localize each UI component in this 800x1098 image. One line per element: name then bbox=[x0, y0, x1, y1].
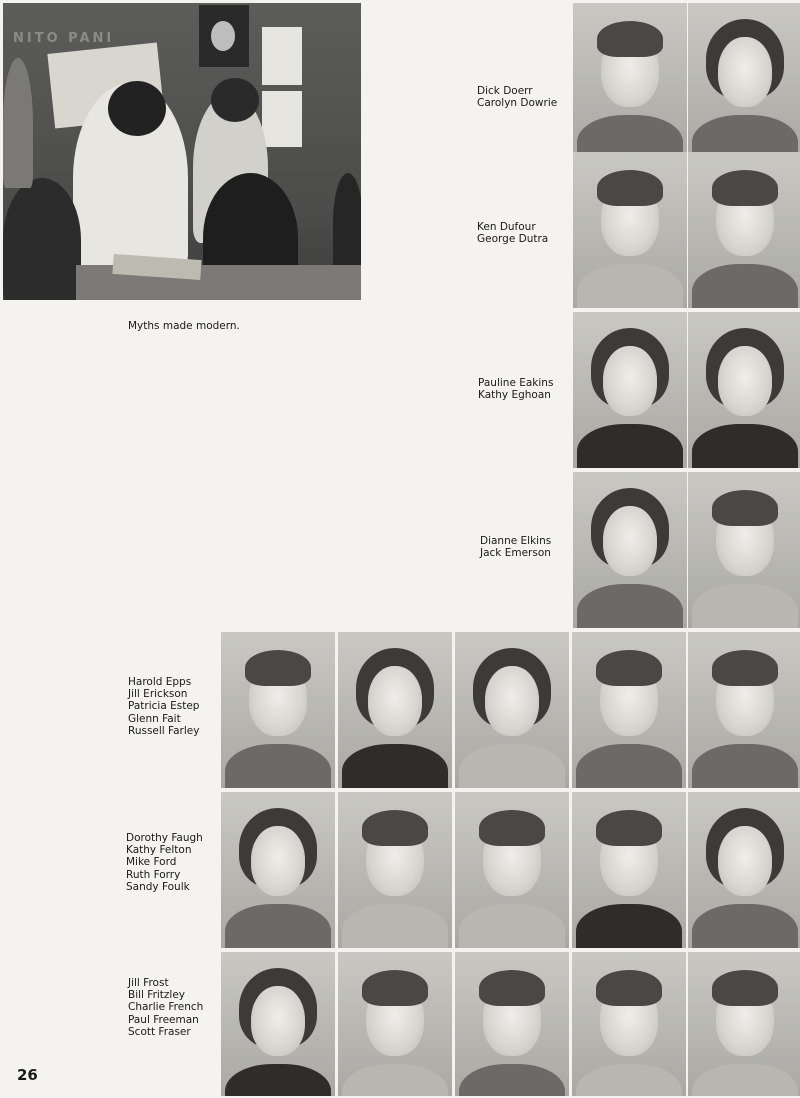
student-name: Harold Epps bbox=[128, 676, 192, 688]
portrait-carolyn-dowrie bbox=[688, 3, 800, 159]
chalkboard-writing: NITO PANI bbox=[13, 31, 115, 46]
student-figure bbox=[3, 178, 81, 300]
portrait-jill-frost bbox=[221, 952, 335, 1096]
portrait-george-dutra bbox=[688, 152, 800, 308]
student-name: Kathy Eghoan bbox=[478, 389, 551, 402]
portrait-sandy-foulk bbox=[688, 792, 800, 948]
name-group bbox=[478, 377, 553, 401]
student-name: Pauline Eakins bbox=[478, 377, 554, 389]
student-name: Charlie French bbox=[128, 1001, 204, 1014]
student-name: Jill Erickson bbox=[128, 688, 188, 701]
name-group bbox=[477, 85, 557, 109]
portrait-dianne-elkins bbox=[573, 472, 687, 628]
wall-picture bbox=[262, 91, 302, 147]
portrait-glenn-fait bbox=[572, 632, 686, 788]
portrait-dick-doerr bbox=[573, 3, 687, 159]
student-figure bbox=[108, 81, 166, 136]
student-name: Ruth Forry bbox=[126, 868, 181, 881]
name-group bbox=[128, 676, 199, 737]
student-figure bbox=[211, 78, 259, 122]
student-name: Mike Ford bbox=[126, 856, 177, 869]
portrait-pauline-eakins bbox=[573, 312, 687, 468]
student-name: Jill Frost bbox=[128, 977, 169, 989]
student-name: Sandy Foulk bbox=[126, 880, 190, 893]
page-number: 26 bbox=[17, 1066, 38, 1084]
student-figure bbox=[333, 173, 361, 273]
portrait-mike-ford bbox=[455, 792, 569, 948]
portrait-dorothy-faugh bbox=[221, 792, 335, 948]
student-figure bbox=[3, 58, 33, 188]
portrait-bill-fritzley bbox=[338, 952, 452, 1096]
student-name: Scott Fraser bbox=[128, 1025, 191, 1038]
mask-poster bbox=[199, 5, 249, 67]
portrait-kathy-felton bbox=[338, 792, 452, 948]
student-name: Dick Doerr bbox=[477, 85, 533, 97]
portrait-jack-emerson bbox=[688, 472, 800, 628]
name-group bbox=[126, 832, 203, 893]
student-name: George Dutra bbox=[477, 233, 549, 246]
portrait-ken-dufour bbox=[573, 152, 687, 308]
portrait-ruth-forry bbox=[572, 792, 686, 948]
portrait-kathy-eghoan bbox=[688, 312, 800, 468]
student-name: Patricia Estep bbox=[128, 700, 200, 713]
name-group bbox=[477, 221, 548, 245]
student-name: Kathy Felton bbox=[126, 844, 192, 857]
student-name: Glenn Fait bbox=[128, 712, 181, 725]
student-name: Dorothy Faugh bbox=[126, 832, 203, 844]
portrait-paul-freeman bbox=[572, 952, 686, 1096]
wall-picture bbox=[262, 27, 302, 85]
name-group bbox=[480, 535, 551, 559]
portrait-jill-erickson bbox=[338, 632, 452, 788]
classroom-photo bbox=[3, 3, 361, 300]
portrait-harold-epps bbox=[221, 632, 335, 788]
portrait-charlie-french bbox=[455, 952, 569, 1096]
name-group bbox=[128, 977, 203, 1038]
student-name: Carolyn Dowrie bbox=[477, 97, 558, 110]
student-name: Bill Fritzley bbox=[128, 989, 186, 1002]
photo-caption: Myths made modern. bbox=[128, 320, 240, 332]
portrait-russell-farley bbox=[688, 632, 800, 788]
portrait-scott-fraser bbox=[688, 952, 800, 1096]
student-name: Ken Dufour bbox=[477, 221, 536, 233]
student-name: Paul Freeman bbox=[128, 1013, 199, 1026]
student-name: Jack Emerson bbox=[480, 547, 551, 560]
portrait-patricia-estep bbox=[455, 632, 569, 788]
student-name: Russell Farley bbox=[128, 724, 200, 737]
student-name: Dianne Elkins bbox=[480, 535, 552, 547]
